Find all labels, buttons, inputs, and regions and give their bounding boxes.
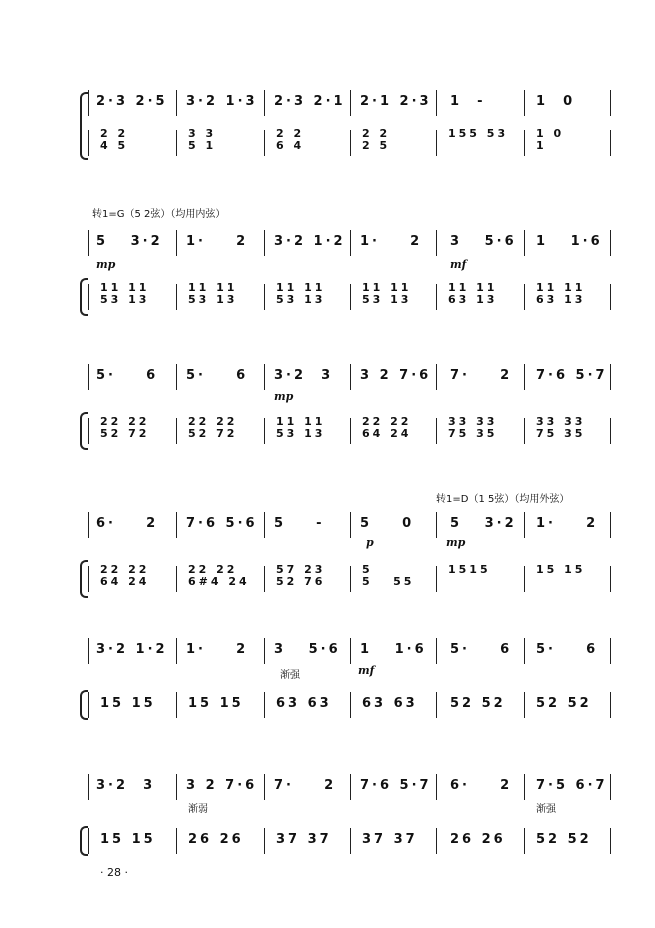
chord-lower-line: 53 13: [188, 293, 238, 306]
barline: [264, 828, 265, 854]
barline: [350, 692, 351, 718]
barline: [88, 284, 89, 310]
barline: [264, 418, 265, 444]
barline: [524, 418, 525, 444]
chord-upper-line: 11 11: [448, 281, 498, 294]
chord-lower-line: 63 13: [448, 293, 498, 306]
measure-4-upper: 7·6 5·7: [360, 778, 432, 793]
chord-upper-line: 2 2: [276, 127, 305, 140]
measure-4-upper: 1· 2: [360, 234, 423, 249]
barline: [524, 284, 525, 310]
barline: [350, 566, 351, 592]
barline: [264, 638, 265, 664]
lower-staff: [88, 690, 618, 720]
barline: [350, 284, 351, 310]
measure-3-upper: 5 -: [274, 516, 325, 531]
measure-2-upper: 3·2 1·3: [186, 94, 258, 109]
barline: [524, 130, 525, 156]
measure-6-lower: [536, 128, 564, 152]
measure-6-lower: 15 15: [536, 563, 586, 576]
chord-upper-line: 57 23: [276, 563, 326, 576]
barline: [610, 230, 611, 256]
dynamic-mp: mp: [96, 258, 116, 271]
measure-6-lower: [536, 282, 585, 306]
barline: [610, 364, 611, 390]
measure-1-upper: 5 3·2: [96, 234, 163, 249]
barline: [524, 512, 525, 538]
chord-lower-line: 2 5: [362, 139, 391, 152]
barline: [88, 774, 89, 800]
barline: [610, 692, 611, 718]
chord-upper-line: 11 11: [276, 281, 326, 294]
key-change-d: 转1=D（1 5弦）（均用外弦）: [436, 494, 570, 505]
chord-lower-line: 75 35: [448, 427, 498, 440]
crescendo-mark: 渐强: [536, 804, 556, 815]
barline: [88, 828, 89, 854]
measure-5-upper: 7· 2: [450, 368, 513, 383]
measure-5-lower: [448, 416, 497, 440]
barline: [436, 566, 437, 592]
barline: [264, 230, 265, 256]
measure-6-upper: 7·5 6·7: [536, 778, 608, 793]
upper-staff: [88, 228, 618, 258]
measure-4-upper: 1 1·6: [360, 642, 427, 657]
measure-6-upper: 7·6 5·7: [536, 368, 608, 383]
measure-3-upper: 3·2 3: [274, 368, 334, 383]
chord-lower-line: 64 24: [100, 575, 150, 588]
barline: [610, 90, 611, 116]
barline: [436, 774, 437, 800]
chord-lower-line: 64 24: [362, 427, 412, 440]
measure-2-upper: 1· 2: [186, 234, 249, 249]
chord-lower-line: 5 1: [188, 139, 217, 152]
measure-6-lower: [536, 416, 585, 440]
chord-lower-line: 52 72: [188, 427, 238, 440]
measure-5-upper: 1 -: [450, 94, 486, 109]
barline: [436, 512, 437, 538]
barline: [264, 284, 265, 310]
barline: [524, 638, 525, 664]
barline: [436, 638, 437, 664]
measure-5-upper: 5 3·2: [450, 516, 517, 531]
chord-upper-line: 33 33: [448, 415, 498, 428]
upper-staff: [88, 88, 618, 118]
barline: [264, 130, 265, 156]
barline: [350, 774, 351, 800]
chord-lower-line: 53 13: [362, 293, 412, 306]
chord-upper-line: 22 22: [100, 415, 150, 428]
measure-1-lower: [100, 564, 149, 588]
barline: [176, 566, 177, 592]
measure-4-upper: 5 0: [360, 516, 415, 531]
measure-1-lower: 15 15: [100, 832, 156, 847]
measure-4-lower: 37 37: [362, 832, 418, 847]
measure-1-lower: [100, 128, 128, 152]
chord-upper-line: 2 2: [362, 127, 391, 140]
system-brace: [80, 278, 88, 316]
chord-lower-line: 53 13: [100, 293, 150, 306]
measure-2-upper: 1· 2: [186, 642, 249, 657]
measure-3-lower: [276, 282, 325, 306]
measure-2-lower: [188, 416, 237, 440]
barline: [436, 692, 437, 718]
barline: [88, 418, 89, 444]
chord-upper-line: 22 22: [100, 563, 150, 576]
lower-staff: [88, 564, 618, 594]
measure-6-lower: 52 52: [536, 832, 592, 847]
barline: [524, 364, 525, 390]
barline: [436, 284, 437, 310]
chord-upper-line: 11 11: [100, 281, 150, 294]
measure-2-upper: 3 2 7·6: [186, 778, 258, 793]
measure-6-lower: 52 52: [536, 696, 592, 711]
measure-5-lower: 155 53: [448, 127, 509, 140]
measure-3-lower: [276, 128, 304, 152]
barline: [436, 828, 437, 854]
chord-upper-line: 1 0: [536, 127, 565, 140]
barline: [524, 692, 525, 718]
barline: [350, 828, 351, 854]
system-brace: [80, 92, 88, 160]
chord-upper-line: 2 2: [100, 127, 129, 140]
measure-3-lower: [276, 416, 325, 440]
barline: [610, 828, 611, 854]
barline: [436, 364, 437, 390]
chord-lower-line: 53 13: [276, 293, 326, 306]
measure-1-lower: [100, 282, 149, 306]
measure-4-lower: [362, 128, 390, 152]
chord-upper-line: 33 33: [536, 415, 586, 428]
barline: [436, 418, 437, 444]
measure-3-upper: 7· 2: [274, 778, 337, 793]
upper-staff: [88, 636, 618, 666]
barline: [350, 638, 351, 664]
barline: [264, 774, 265, 800]
barline: [264, 90, 265, 116]
measure-5-upper: 3 5·6: [450, 234, 517, 249]
measure-1-upper: 5· 6: [96, 368, 159, 383]
barline: [176, 90, 177, 116]
chord-lower-line: 5 55: [362, 575, 415, 588]
measure-1-upper: 3·2 3: [96, 778, 156, 793]
measure-4-upper: 3 2 7·6: [360, 368, 432, 383]
barline: [176, 774, 177, 800]
measure-5-lower: 52 52: [450, 696, 506, 711]
measure-6-upper: 1 0: [536, 94, 576, 109]
dynamic-mp: mp: [446, 536, 466, 549]
barline: [524, 828, 525, 854]
measure-2-lower: 15 15: [188, 696, 244, 711]
barline: [264, 566, 265, 592]
lower-staff: [88, 416, 618, 446]
measure-1-upper: 3·2 1·2: [96, 642, 168, 657]
chord-lower-line: 75 35: [536, 427, 586, 440]
measure-3-upper: 3·2 1·2: [274, 234, 346, 249]
chord-lower-line: 53 13: [276, 427, 326, 440]
chord-lower-line: 63 13: [536, 293, 586, 306]
measure-4-lower: [362, 564, 414, 588]
chord-upper-line: 22 22: [188, 563, 238, 576]
barline: [350, 418, 351, 444]
chord-upper-line: 11 11: [536, 281, 586, 294]
measure-6-upper: 5· 6: [536, 642, 599, 657]
measure-4-upper: 2·1 2·3: [360, 94, 432, 109]
barline: [610, 284, 611, 310]
barline: [524, 774, 525, 800]
chord-upper-line: 22 22: [188, 415, 238, 428]
upper-staff: [88, 362, 618, 392]
barline: [176, 828, 177, 854]
barline: [88, 230, 89, 256]
chord-lower-line: 1: [536, 139, 547, 152]
measure-5-lower: [448, 282, 497, 306]
measure-2-lower: [188, 128, 216, 152]
system-brace: [80, 412, 88, 450]
barline: [524, 230, 525, 256]
barline: [176, 284, 177, 310]
barline: [88, 512, 89, 538]
barline: [176, 130, 177, 156]
chord-upper-line: 22 22: [362, 415, 412, 428]
chord-upper-line: 3 3: [188, 127, 217, 140]
barline: [88, 638, 89, 664]
barline: [88, 566, 89, 592]
chord-lower-line: 6#4 24: [188, 575, 250, 588]
measure-3-lower: 37 37: [276, 832, 332, 847]
barline: [350, 512, 351, 538]
page-number: · 28 ·: [100, 866, 128, 879]
measure-2-lower: [188, 282, 237, 306]
measure-4-lower: [362, 282, 411, 306]
key-change-g: 转1=G（5 2弦）（均用内弦）: [92, 209, 226, 220]
barline: [350, 364, 351, 390]
barline: [176, 230, 177, 256]
barline: [350, 230, 351, 256]
barline: [176, 418, 177, 444]
barline: [436, 90, 437, 116]
barline: [264, 364, 265, 390]
measure-5-upper: 6· 2: [450, 778, 513, 793]
measure-2-lower: 26 26: [188, 832, 244, 847]
measure-1-lower: 15 15: [100, 696, 156, 711]
crescendo-mark: 渐强: [280, 670, 300, 681]
measure-1-upper: 2·3 2·5: [96, 94, 168, 109]
system-brace: [80, 690, 88, 720]
measure-5-upper: 5· 6: [450, 642, 513, 657]
barline: [524, 90, 525, 116]
barline: [176, 692, 177, 718]
chord-lower-line: 4 5: [100, 139, 129, 152]
measure-3-lower: [276, 564, 325, 588]
dynamic-mp: mp: [274, 390, 294, 403]
measure-2-upper: 5· 6: [186, 368, 249, 383]
barline: [610, 566, 611, 592]
barline: [350, 130, 351, 156]
measure-4-lower: [362, 416, 411, 440]
barline: [176, 512, 177, 538]
system-brace: [80, 826, 88, 856]
lower-staff: [88, 826, 618, 856]
chord-lower-line: 6 4: [276, 139, 305, 152]
barline: [610, 418, 611, 444]
barline: [176, 364, 177, 390]
upper-staff: [88, 772, 618, 802]
barline: [88, 692, 89, 718]
chord-lower-line: 52 72: [100, 427, 150, 440]
barline: [524, 566, 525, 592]
measure-1-upper: 6· 2: [96, 516, 159, 531]
barline: [610, 512, 611, 538]
barline: [264, 692, 265, 718]
upper-staff: [88, 510, 618, 540]
barline: [436, 230, 437, 256]
measure-2-lower: [188, 564, 250, 588]
barline: [610, 774, 611, 800]
measure-3-upper: 2·3 2·1: [274, 94, 346, 109]
chord-lower-line: 52 76: [276, 575, 326, 588]
measure-5-lower: 1515: [448, 563, 491, 576]
chord-upper-line: 11 11: [188, 281, 238, 294]
barline: [436, 130, 437, 156]
chord-upper-line: 11 11: [276, 415, 326, 428]
barline: [264, 512, 265, 538]
barline: [88, 364, 89, 390]
measure-3-lower: 63 63: [276, 696, 332, 711]
measure-2-upper: 7·6 5·6: [186, 516, 258, 531]
lower-staff: [88, 282, 618, 312]
dynamic-mf: mf: [358, 664, 375, 677]
barline: [610, 130, 611, 156]
measure-4-lower: 63 63: [362, 696, 418, 711]
measure-6-upper: 1· 2: [536, 516, 599, 531]
barline: [610, 638, 611, 664]
barline: [176, 638, 177, 664]
barline: [88, 130, 89, 156]
measure-3-upper: 3 5·6: [274, 642, 341, 657]
barline: [350, 90, 351, 116]
measure-6-upper: 1 1·6: [536, 234, 603, 249]
lower-staff: [88, 128, 618, 158]
measure-1-lower: [100, 416, 149, 440]
measure-5-lower: 26 26: [450, 832, 506, 847]
chord-upper-line: 5: [362, 563, 373, 576]
dynamic-mf: mf: [450, 258, 467, 271]
chord-upper-line: 11 11: [362, 281, 412, 294]
system-brace: [80, 560, 88, 598]
dynamic-p: p: [366, 536, 374, 549]
barline: [88, 90, 89, 116]
diminuendo-mark: 渐弱: [188, 804, 208, 815]
